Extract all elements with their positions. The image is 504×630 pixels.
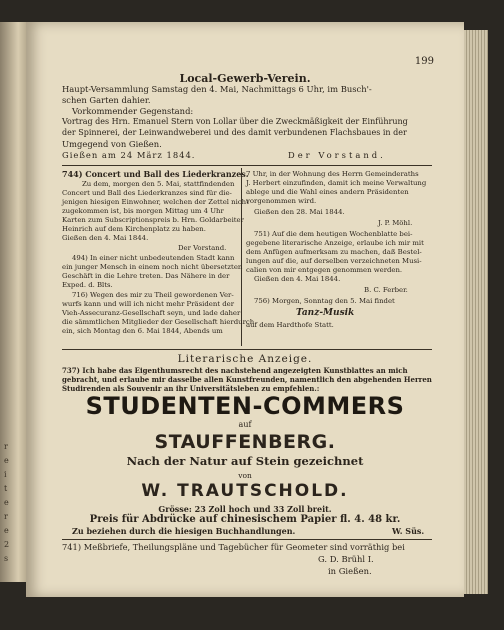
left-margin-char: i (4, 470, 7, 479)
right-col-line: 756) Morgen, Sonntag den 5. Mai findet (254, 297, 395, 305)
left-col-line: wurfs kann und will ich nicht mehr Präsident der (62, 300, 235, 308)
left-col-line: ein junger Mensch in einem noch nicht übersetzten (62, 263, 243, 271)
ad741-line2: G. D. Brühl I. (318, 554, 374, 564)
right-col-line: dem Anfügen aufmerksam zu machen, daß Bestel- (246, 248, 422, 256)
left-col-line: 716) Wegen des mir zu Theil gewordenen Ver- (72, 291, 234, 299)
left-margin-char: e (4, 498, 9, 507)
left-col-line: Gießen den 4. Mai 1844. (62, 234, 149, 242)
right-col-line: Gießen den 28. Mai 1844. (254, 208, 345, 216)
left-col-line: Concert und Ball des Liederkranzes sind für die- (62, 189, 232, 197)
page-stack-edges (464, 30, 488, 594)
lit-intro: Studirenden als Souvenir an ihr Universitätsleben zu empfehlen.: (62, 384, 320, 393)
right-col-line: lungen auf die, auf derselben verzeichneten Musi- (246, 257, 422, 265)
left-col-line: die sämmtlichen Mitglieder der Gesellschaft hierdurch (62, 318, 255, 326)
lit-source: Zu beziehen durch die hiesigen Buchhandlungen. (72, 526, 296, 536)
right-col-line: calien von mir entgegen genommen werden. (246, 266, 403, 274)
left-margin-char: t (4, 484, 8, 493)
lit-title2: STAUFFENBERG. (154, 431, 336, 453)
lit-intro: 737) Ich habe das Eigenthumsrecht des nachstehend angezeigten Kunstblattes an mich (62, 366, 408, 375)
verein-line: schen Garten dahier. (62, 95, 151, 105)
right-col-line: J. P. Möhl. (378, 219, 413, 227)
verein-line: der Spinnerei, der Leinwandweberei und des damit verbundenen Flachsbaues in der (62, 128, 407, 137)
lit-sub: Nach der Natur auf Stein gezeichnet (126, 454, 364, 468)
ad741-line1: 741) Meßbriefe, Theilungspläne und Tagebücher für Geometer sind vorräthig bei (62, 542, 405, 552)
lit-price: Preis für Abdrücke auf chinesischem Papier fl. 4. 48 kr. (89, 514, 401, 525)
right-col-line: 751) Auf die dem heutigen Wochenblatte bei- (254, 230, 413, 238)
right-col-line: Gießen den 4. Mai 1844. (254, 275, 341, 283)
divider (62, 165, 432, 166)
left-col-line: Vieh-Assecuranz-Gesellschaft seyn, und lade daher (62, 309, 241, 317)
page (26, 22, 464, 597)
divider (62, 539, 432, 540)
left-margin-char: e (4, 526, 9, 535)
left-margin-char: 2 (4, 540, 10, 549)
left-col-line: 744) Concert und Ball des Liederkranzes. (62, 169, 249, 179)
lit-title1: STUDENTEN-COMMERS (85, 392, 405, 420)
verein-line: Vorkommender Gegenstand: (72, 106, 194, 116)
verein-line: Haupt-Versammlung Samstag den 4. Mai, Nachmittags 6 Uhr, im Busch'- (62, 84, 372, 94)
verein-signature: Der Vorstand. (288, 150, 386, 160)
lit-von: von (238, 471, 252, 480)
right-col-line: 7 Uhr, in der Wohnung des Herrn Gemeinderaths (246, 170, 419, 178)
left-margin-char: r (4, 512, 8, 521)
left-margin-char: s (4, 554, 9, 563)
right-col-line: ablege und die Wahl eines andern Präsidenten (246, 188, 409, 196)
lit-heading: Literarische Anzeige. (177, 353, 313, 365)
divider (62, 349, 432, 350)
verein-title: Local-Gewerb-Verein. (179, 72, 311, 85)
left-col-line: Exped. d. Blts. (62, 281, 113, 289)
left-col-line: Karten zum Subscriptionspreis b. Hrn. Goldarbeiter (62, 216, 244, 224)
right-col-line: J. Herbert einzufinden, damit ich meine Verwaltung (246, 179, 427, 187)
left-col-line: jenigen hiesigen Einwohner, welchen der Zettel nicht (62, 198, 249, 206)
lit-signer: W. Süs. (392, 526, 425, 536)
left-col-line: Heinrich auf dem Kirchenplatz zu haben. (62, 225, 206, 233)
verein-line: Vortrag des Hrn. Emanuel Stern von Lollar über die Zweckmäßigkeit der Einführung (62, 117, 408, 126)
lit-size: Grösse: 23 Zoll hoch und 33 Zoll breit. (158, 504, 332, 514)
right-col-line: B. C. Ferber. (364, 286, 408, 294)
verein-line: Umgegend von Gießen. (62, 139, 162, 149)
right-col-line: gegebene literarische Anzeige, erlaube ich mir mit (246, 239, 424, 247)
right-col-line: vorgenommen wird. (246, 197, 317, 205)
left-col-line: 494) In einer nicht unbedeutenden Stadt kann (72, 254, 235, 262)
page-number: 199 (414, 56, 434, 67)
left-col-line: Der Vorstand. (178, 244, 227, 252)
left-col-line: zugekommen ist, bis morgen Mittag um 4 Uhr (62, 207, 224, 215)
lit-intro: gebracht, und erlaube mir dasselbe allen Kunstfreunden, namentlich den abgehenden Herren (62, 375, 432, 384)
right-col-line: Tanz-Musik (296, 308, 355, 318)
left-page-edge (0, 22, 26, 582)
verein-date: Gießen am 24 März 1844. (62, 150, 196, 160)
left-margin-char: e (4, 456, 9, 465)
left-col-line: ein, sich Montag den 6. Mai 1844, Abends um (62, 327, 223, 335)
left-margin-char: r (4, 442, 8, 451)
left-col-line: Zu dem, morgen den 5. Mai, stattfindenden (82, 180, 235, 188)
left-col-line: Geschäft in die Lehre treten. Das Nähere in der (62, 272, 230, 280)
lit-auf: auf (238, 420, 252, 429)
ad741-line3: in Gießen. (328, 566, 372, 576)
lit-artist: W. TRAUTSCHOLD. (141, 481, 349, 501)
right-col-line: auf dem Hardthofe Statt. (246, 321, 334, 329)
